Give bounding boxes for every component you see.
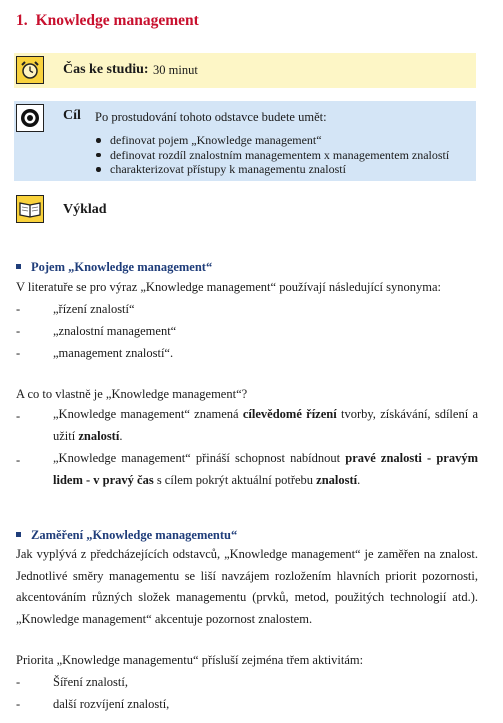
- definition-paragraph: [53, 404, 478, 447]
- emphasis-text: cílevědomé řízení: [242, 407, 337, 421]
- emphasis-text: znalostí: [78, 428, 120, 443]
- text-span: .: [357, 472, 361, 487]
- explanation-label: Výklad: [63, 202, 107, 217]
- goal-label: Cíl: [63, 108, 81, 123]
- list-item: „znalostní management“: [53, 324, 177, 338]
- target-icon: [16, 104, 44, 132]
- dash-bullet: -: [16, 675, 21, 689]
- goal-intro: Po prostudování tohoto odstavce budete umět:: [95, 110, 327, 124]
- chapter-title: Knowledge management: [35, 12, 199, 29]
- text-span: „Knowledge management“ znamená: [53, 407, 243, 421]
- emphasis-text: znalostí: [316, 472, 358, 487]
- body-text: Priorita „Knowledge managementu“ přísluší zejména třem aktivitám:: [16, 653, 364, 667]
- section-heading-text: Pojem „Knowledge management“: [31, 260, 213, 274]
- chapter-heading: [16, 12, 199, 30]
- section-heading: [16, 528, 237, 543]
- dash-bullet: -: [16, 346, 21, 360]
- study-time-value: 30 minut: [153, 63, 198, 77]
- body-text: A co to vlastně je „Knowledge management“?: [16, 387, 248, 401]
- text-span: s cílem pokrýt aktuální potřebu: [153, 472, 317, 487]
- text-span: „Knowledge management“ přináší schopnost nabídnout: [53, 451, 346, 465]
- goal-item: definovat rozdíl znalostním managementem x managementem znalostí: [95, 148, 449, 163]
- goal-item: charakterizovat přístupy k managementu znalostí: [95, 162, 449, 177]
- list-item: „řízení znalostí“: [53, 302, 135, 316]
- square-bullet-icon: [16, 264, 21, 269]
- dash-bullet: -: [16, 697, 21, 711]
- goal-item: definovat pojem „Knowledge management“: [95, 133, 449, 148]
- body-paragraph: Jak vyplývá z předcházejících odstavců, „Knowledge management“ je zaměřen na znalost. Jednotlivé směry managementu se liší navzájem rozložením hlavních priorit pozornosti, akcentováním různých složek managementu (prvků, metod, použitých technologií atd.). „Knowledge management“ akcentuje pozornost znalostem.: [16, 547, 478, 626]
- section-heading: [16, 260, 212, 275]
- emphasis-text: pravé znalosti - pravým lidem - v pravý čas: [53, 451, 478, 487]
- list-item: „management znalostí“.: [53, 346, 174, 360]
- study-time-label: Čas ke studiu:: [63, 62, 149, 77]
- list-item: Šíření znalostí,: [53, 675, 128, 689]
- book-icon: [16, 195, 44, 223]
- definition-paragraph: [53, 448, 478, 491]
- square-bullet-icon: [16, 532, 21, 537]
- chapter-number: 1.: [16, 12, 28, 29]
- text-span: tvorby, získávání, sdílení a užití: [53, 407, 479, 443]
- dash-bullet: -: [16, 409, 21, 423]
- dash-bullet: -: [16, 453, 21, 467]
- alarm-clock-icon: [16, 56, 44, 84]
- list-item: další rozvíjení znalostí,: [53, 697, 170, 711]
- dash-bullet: -: [16, 302, 21, 316]
- dash-bullet: -: [16, 324, 21, 338]
- body-text: V literatuře se pro výraz „Knowledge management“ používají následující synonyma:: [16, 280, 441, 294]
- section-heading-text: Zaměření „Knowledge managementu“: [31, 528, 238, 542]
- text-span: .: [119, 428, 123, 443]
- goal-list: [95, 133, 449, 177]
